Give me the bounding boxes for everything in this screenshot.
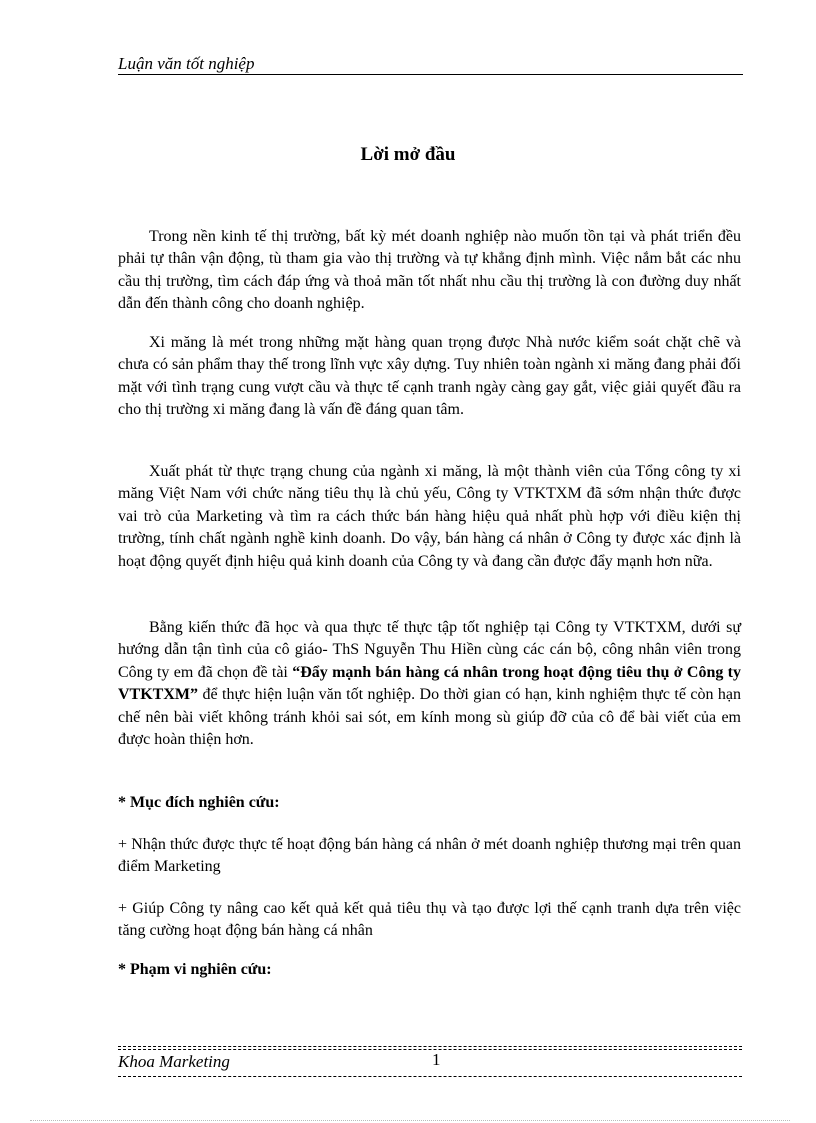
page-edge [30, 1120, 790, 1121]
paragraph-2-text: Xi măng là mét trong những mặt hàng quan trọng được Nhà nước kiểm soát chặt chẽ và chưa có sản phẩm thay thế trong lĩnh vực xây dựng. Tuy nhiên toàn ngành xi măng đang phải đối mặt với tình trạng cung vượt cầu và thực tế cạnh tranh ngày càng gay gắt, việc giải quyết đầu ra cho thị trường xi măng đang là vấn đề đáng quan tâm. [118, 334, 741, 419]
paragraph-1-text: Trong nền kinh tế thị trường, bất kỳ mét doanh nghiệp nào muốn tồn tại và phát triển đều phải tự thân vận động, tù tham gia vào thị trường và tự khẳng định mình. Việc nắm bắt các nhu cầu thị trường, tìm cách đáp ứng và thoả mãn tốt nhất nhu cầu thị trường là con đường duy nhất dẫn đến thành công cho doanh nghiệp. [118, 228, 741, 313]
page-title: Lời mở đầu [360, 144, 456, 165]
thesis-topic: “Đẩy mạnh bán hàng cá nhân trong hoạt động tiêu thụ ở Công ty VTKTXM” [118, 663, 742, 704]
footer-bottom-divider [118, 1076, 742, 1077]
page-header [118, 52, 743, 75]
footer-divider [118, 1046, 742, 1047]
heading-purpose: * Mục đích nghiên cứu: [118, 794, 280, 811]
footer-divider-2 [118, 1049, 742, 1050]
paragraph-3-text: Xuất phát từ thực trạng chung của ngành xi măng, là một thành viên của Tổng công ty xi măng Việt Nam với chức năng tiêu thụ là chủ yếu, Công ty VTKTXM đã sớm nhận thức được vai trò của Marketing và tìm ra cách thức bán hàng hiệu quả nhất phù hợp với điều kiện thị trường, tính chất ngành nghề kinh doanh. Do vậy, bán hàng cá nhân ở Công ty được xác định là hoạt động quyết định hiệu quả kinh doanh của Công ty và đang cần được đẩy mạnh hơn nữa. [118, 463, 741, 570]
page-number: 1 [432, 1050, 441, 1069]
paragraph-2 [118, 332, 741, 422]
paragraph-3 [118, 461, 741, 573]
footer-department: Khoa Marketing [118, 1052, 230, 1071]
paragraph-1 [118, 226, 741, 316]
paragraph-4-text-a: Bằng kiến thức đã học và qua thực tế thực tập tốt nghiệp tại Công ty VTKTXM, dưới sự hướng dẫn tận tình của cô giáo- ThS Nguyễn Thu Hiền cùng các cán bộ, công nhân viên trong Công ty em đã chọn đề tài [118, 619, 741, 681]
header-text: Luận văn tốt nghiệp [118, 54, 255, 73]
paragraph-4-text-b: để thực hiện luận văn tốt nghiệp. Do thời gian có hạn, kinh nghiệm thực tế còn hạn chế nên bài viết không tránh khỏi sai sót, em kính mong sù giúp đỡ của cô để bài viết của em được hoàn thiện hơn. [118, 686, 742, 749]
heading-scope: * Phạm vi nghiên cứu: [118, 961, 272, 978]
paragraph-4 [118, 617, 741, 751]
item-2: + Giúp Công ty nâng cao kết quả kết quả tiêu thụ và tạo được lợi thế cạnh tranh dựa trên việc tăng cường hoạt động bán hàng cá nhân [118, 900, 741, 940]
item-1: + Nhận thức được thực tế hoạt động bán hàng cá nhân ở mét doanh nghiệp thương mại trên quan điểm Marketing [118, 836, 741, 876]
